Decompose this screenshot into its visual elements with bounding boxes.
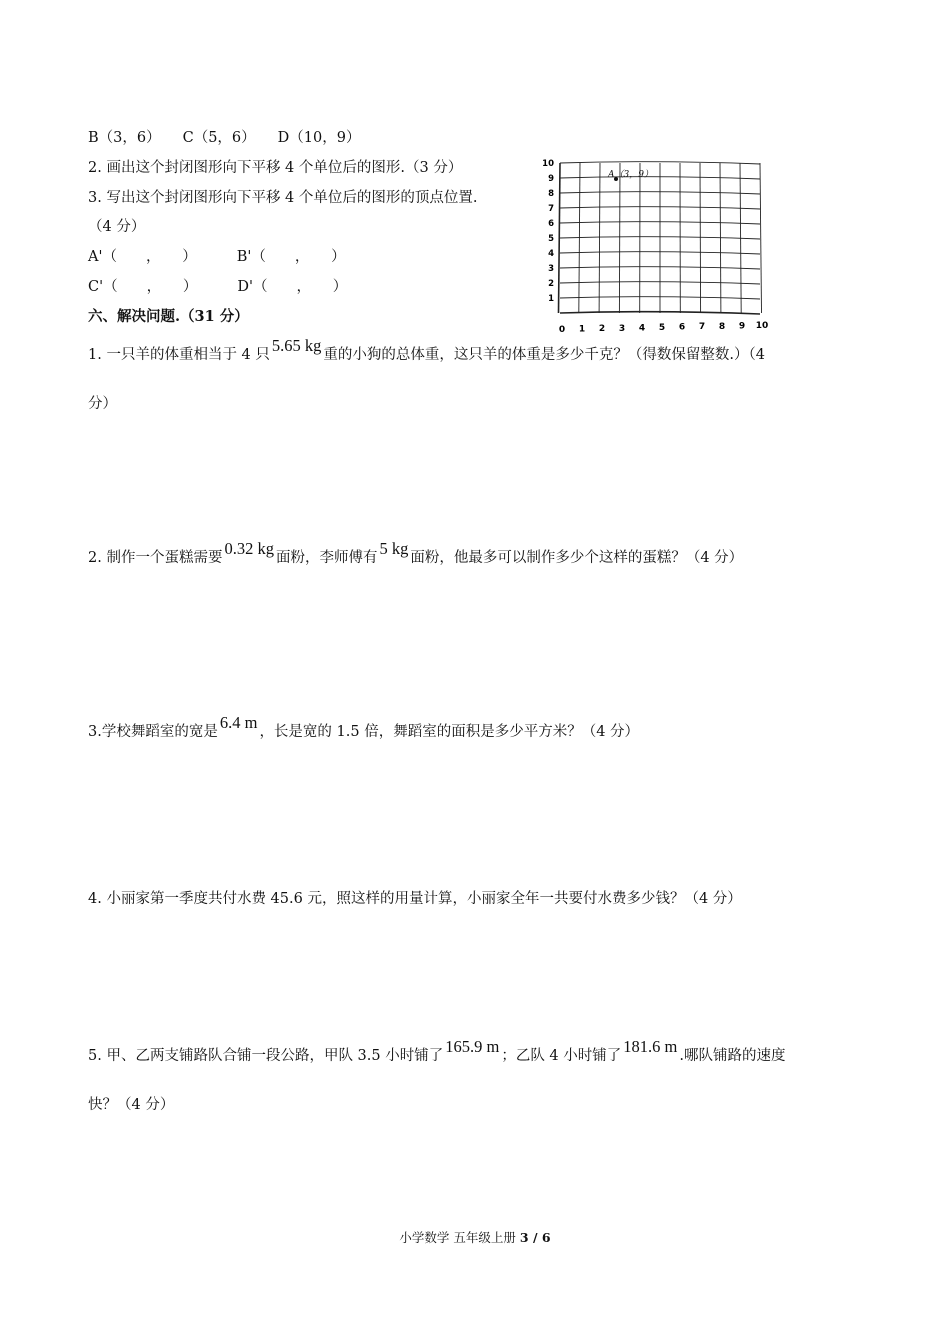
point-d: D（10，9）	[277, 130, 361, 146]
grid-vertical-line	[760, 163, 762, 313]
grid-vertical-line	[619, 163, 620, 313]
grid-vertical-line	[700, 163, 701, 313]
problem-3-post: ，长是宽的 1.5 倍，舞蹈室的面积是多少平方米？（4 分）	[259, 724, 640, 740]
problem-1-unit: 5.65 kg	[271, 336, 322, 355]
grid-y-tick-label: 6	[548, 219, 554, 229]
grid-y-tick-label: 2	[548, 279, 554, 289]
grid-vertical-line	[720, 163, 721, 313]
section-title: 六、解决问题.（31 分）	[88, 308, 249, 325]
problem-2-unit1: 0.32 kg	[224, 539, 274, 558]
answer-row-1	[88, 247, 346, 267]
problem-5-cont: 快？（4 分）	[88, 1097, 175, 1113]
answer-c-blank: C'（ ， ）	[88, 279, 198, 295]
footer-page-number: 3 / 6	[519, 1230, 551, 1245]
problem-5-post: .哪队铺路的速度	[679, 1048, 786, 1064]
problem-2-mid: 面粉，李师傅有	[275, 550, 378, 566]
grid-x-tick-label: 10	[755, 321, 769, 331]
grid-vertical-line	[559, 163, 561, 313]
grid-y-labels	[542, 159, 554, 304]
problem-4: 4. 小丽家第一季度共付水费 45.6 元，照这样的用量计算，小丽家全年一共要付水费多少钱？（4 分）	[88, 891, 742, 907]
grid-x-tick-label: 7	[698, 322, 706, 333]
grid-x-labels	[559, 321, 768, 335]
point-b: B（3，6）	[88, 130, 161, 146]
footer-subject: 小学数学 五年级上册	[399, 1230, 516, 1245]
grid-x-tick-label: 3	[618, 323, 626, 334]
grid-y-tick-label: 5	[548, 234, 554, 244]
problem-2	[88, 539, 744, 568]
problem-5-unit2: 181.6 m	[623, 1037, 678, 1056]
grid-x-tick-label: 8	[718, 321, 726, 332]
grid-y-tick-label: 4	[548, 249, 554, 259]
problem-2-post: 面粉，他最多可以制作多少个这样的蛋糕？（4 分）	[410, 550, 744, 566]
problem-1-pre: 1. 一只羊的体重相当于 4 只	[88, 347, 270, 363]
page-footer	[0, 1228, 950, 1246]
problem-3	[88, 713, 640, 742]
grid-x-tick-label: 5	[658, 323, 666, 333]
grid-x-tick-label: 4	[638, 323, 646, 334]
problem-5-pre: 5. 甲、乙两支铺路队合铺一段公路，甲队 3.5 小时铺了	[88, 1048, 444, 1064]
grid-y-tick-label: 10	[542, 159, 554, 169]
problem-5	[88, 1037, 786, 1066]
grid-lines	[559, 162, 762, 314]
answer-row-2	[88, 277, 347, 297]
point-a-label: A（3，9）	[608, 170, 653, 180]
grid-x-tick-label: 6	[678, 322, 686, 333]
grid-y-tick-label: 8	[548, 189, 554, 199]
grid-x-tick-label: 1	[578, 324, 586, 335]
coordinates-line	[88, 128, 360, 148]
question-2: 2. 画出这个封闭图形向下平移 4 个单位后的图形.（3 分）	[88, 160, 463, 176]
question-3-line2: （4 分）	[88, 219, 146, 235]
problem-1-cont: 分）	[88, 396, 117, 412]
grid-y-tick-label: 3	[548, 264, 554, 274]
grid-vertical-line	[740, 163, 741, 313]
answer-b-blank: B'（ ， ）	[236, 249, 346, 265]
grid-y-tick-label: 7	[548, 204, 554, 214]
coordinate-grid	[540, 155, 780, 340]
problem-5-mid: ；乙队 4 小时铺了	[501, 1048, 622, 1064]
problem-3-pre: 3.学校舞蹈室的宽是	[88, 724, 218, 740]
problem-1-post: 重的小狗的总体重，这只羊的体重是多少千克？（得数保留整数.）（4	[323, 347, 765, 363]
problem-2-unit2: 5 kg	[379, 539, 409, 558]
grid-vertical-line	[579, 163, 580, 313]
answer-a-blank: A'（ ， ）	[88, 249, 197, 265]
problem-1	[88, 336, 765, 365]
grid-x-tick-label: 0	[558, 325, 566, 335]
grid-x-tick-label: 9	[738, 321, 746, 332]
point-c: C（5，6）	[182, 130, 256, 146]
answer-d-blank: D'（ ， ）	[237, 279, 348, 295]
problem-2-pre: 2. 制作一个蛋糕需要	[88, 550, 223, 566]
grid-y-tick-label: 9	[548, 174, 554, 184]
grid-y-tick-label: 1	[548, 294, 554, 304]
problem-3-unit: 6.4 m	[219, 713, 258, 732]
question-3-line1: 3. 写出这个封闭图形向下平移 4 个单位后的图形的顶点位置.	[88, 190, 478, 206]
grid-x-tick-label: 2	[598, 324, 606, 335]
problem-5-unit1: 165.9 m	[445, 1037, 500, 1056]
grid-vertical-line	[599, 163, 600, 313]
